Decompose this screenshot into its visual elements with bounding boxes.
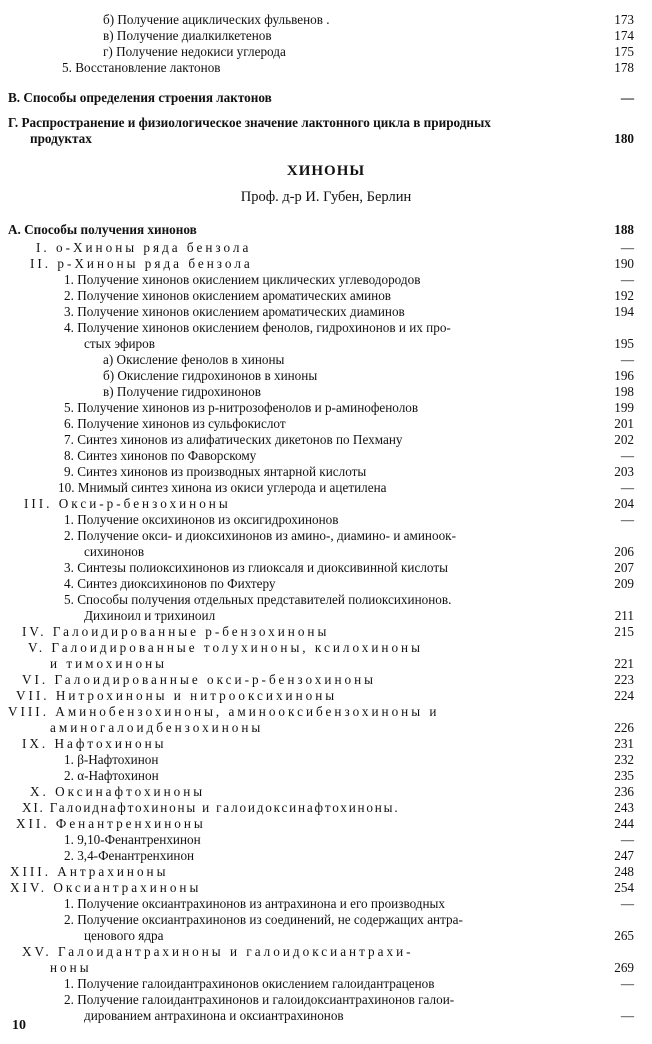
toc-entry xyxy=(0,448,652,464)
toc-entry-text: 8. Синтез хинонов по Фаворскому xyxy=(64,448,257,463)
toc-entry-text: II. р-Хиноны ряда бензола xyxy=(30,256,253,271)
toc-entry-text: 1. Получение галоидантрахинонов окислением галоидантраценов xyxy=(64,976,435,991)
toc-entry xyxy=(0,720,652,736)
toc-entry-page: 248 xyxy=(614,864,634,879)
toc-entry xyxy=(0,528,652,544)
toc-entry-page: — xyxy=(620,352,634,367)
toc-entry xyxy=(0,320,652,336)
toc-entry-page: 174 xyxy=(614,28,634,43)
toc-entry-text: IV. Галоидированные р-бензохиноны xyxy=(22,624,330,639)
toc-entry xyxy=(0,44,652,60)
toc-entry-page: 215 xyxy=(614,624,634,639)
toc-entry xyxy=(0,992,652,1008)
toc-entry-text: 7. Синтез хинонов из алифатических дикетонов по Пехману xyxy=(64,432,403,447)
toc-entry-text: 5. Способы получения отдельных представителей полиоксихинонов. xyxy=(64,592,452,607)
toc-entry xyxy=(0,784,652,800)
toc-section-entry xyxy=(0,90,652,106)
toc-entry-text: 9. Синтез хинонов из производных янтарной кислоты xyxy=(64,464,367,479)
toc-entry-text: 1. β-Нафтохинон xyxy=(64,752,159,767)
toc-entry-text: 1. Получение оксихинонов из оксигидрохинонов xyxy=(64,512,339,527)
toc-entry-page: — xyxy=(620,240,634,255)
toc-entry-page: 211 xyxy=(614,608,634,623)
toc-entry-text: XIII. Антрахиноны xyxy=(10,864,169,879)
toc-entry xyxy=(0,432,652,448)
toc-entry-text: ценового ядра xyxy=(84,928,164,943)
toc-entry xyxy=(0,704,652,720)
toc-entry-page: 247 xyxy=(614,848,634,863)
toc-entry-page: 198 xyxy=(614,384,634,399)
toc-entry-text: 4. Синтез диоксихинонов по Фихтеру xyxy=(64,576,276,591)
toc-entry-page: 201 xyxy=(614,416,634,431)
toc-entry-text: XV. Галоидантрахиноны и галоидоксиантрахи- xyxy=(22,944,414,959)
toc-entry xyxy=(0,336,652,352)
toc-entry xyxy=(0,416,652,432)
toc-entry-text: в) Получение диалкилкетенов xyxy=(103,28,272,43)
toc-entry-text: 3. Синтезы полиоксихинонов из глиоксаля и диоксивинной кислоты xyxy=(64,560,448,575)
toc-entry-text: ноны xyxy=(50,960,92,975)
toc-entry xyxy=(0,640,652,656)
toc-section-entry xyxy=(0,222,652,238)
toc-entry-page: 203 xyxy=(614,464,634,479)
toc-entry-page: 178 xyxy=(614,60,634,75)
toc-entry xyxy=(0,400,652,416)
toc-entry-text: 2. Получение хинонов окислением ароматических аминов xyxy=(64,288,392,303)
toc-entry-text: стых эфиров xyxy=(84,336,155,351)
toc-entry-text: А. Способы получения хинонов xyxy=(8,222,197,237)
section-author: Проф. д-р И. Губен, Берлин xyxy=(240,189,412,205)
toc-entry xyxy=(0,944,652,960)
toc-entry xyxy=(0,912,652,928)
toc-section-entry xyxy=(0,131,652,147)
toc-entry-text: III. Окси-р-бензохиноны xyxy=(24,496,231,511)
toc-entry-text: 2. Получение окси- и диоксихинонов из амино-, диамино- и аминоок- xyxy=(64,528,456,543)
toc-entry-text: 4. Получение хинонов окислением фенолов, гидрохинонов и их про- xyxy=(64,320,451,335)
toc-entry xyxy=(0,480,652,496)
toc-entry-page: — xyxy=(620,896,634,911)
toc-entry xyxy=(0,816,652,832)
toc-entry-text: 1. Получение оксиантрахинонов из антрахинона и его производных xyxy=(64,896,446,911)
toc-entry xyxy=(0,592,652,608)
toc-entry-text: 5. Получение хинонов из р-нитрозофенолов и р-аминофенолов xyxy=(64,400,419,415)
toc-entry-text: XI. Галоиднафтохиноны и галоидоксинафтохиноны. xyxy=(22,800,400,815)
toc-entry-page: — xyxy=(620,976,634,991)
toc-entry xyxy=(0,28,652,44)
toc-entry xyxy=(0,464,652,480)
toc-entry-page: 194 xyxy=(614,304,634,319)
toc-entry xyxy=(0,864,652,880)
toc-entry xyxy=(0,288,652,304)
toc-entry-page: 244 xyxy=(614,816,634,831)
toc-entry-page: 204 xyxy=(614,496,634,511)
toc-entry-page: 188 xyxy=(614,222,634,237)
toc-entry-page: — xyxy=(620,832,634,847)
toc-entry-text: V. Галоидированные толухиноны, ксилохиноны xyxy=(28,640,423,655)
toc-entry-page: 224 xyxy=(614,688,634,703)
toc-entry-page: — xyxy=(620,480,634,495)
toc-entry-page: 195 xyxy=(614,336,634,351)
toc-entry xyxy=(0,880,652,896)
toc-entry-page: 223 xyxy=(614,672,634,687)
toc-entry-text: 3. Получение хинонов окислением ароматических диаминов xyxy=(64,304,405,319)
toc-entry-text: В. Способы определения строения лактонов xyxy=(8,90,272,105)
toc-entry-text: 1. 9,10-Фенантренхинон xyxy=(64,832,201,847)
toc-entry-text: б) Получение ациклических фульвенов . xyxy=(103,12,330,27)
toc-entry-text: и тимохиноны xyxy=(50,656,168,671)
toc-entry-page: 173 xyxy=(614,12,634,27)
toc-entry-text: б) Окисление гидрохинонов в хиноны xyxy=(103,368,318,383)
toc-entry-page: 235 xyxy=(614,768,634,783)
toc-entry xyxy=(0,240,652,256)
toc-entry-page: 226 xyxy=(614,720,634,735)
toc-entry-text: X. Оксинафтохиноны xyxy=(30,784,206,799)
toc-entry-page: 206 xyxy=(614,544,634,559)
toc-entry-page: 231 xyxy=(614,736,634,751)
toc-entry-text: XIV. Оксиантрахиноны xyxy=(10,880,202,895)
toc-entry xyxy=(0,272,652,288)
toc-entry-page: 175 xyxy=(614,44,634,59)
toc-entry xyxy=(0,512,652,528)
toc-entry-text: 2. 3,4-Фенантренхинон xyxy=(64,848,195,863)
toc-entry xyxy=(0,576,652,592)
toc-entry-text: сихинонов xyxy=(84,544,145,559)
toc-entry-text: Дихиноил и трихиноил xyxy=(84,608,216,623)
toc-entry-text: Г. Распространение и физиологическое значение лактонного цикла в природных xyxy=(8,115,491,130)
toc-entry-text: 10. Мнимый синтез хинона из окиси углерода и ацетилена xyxy=(58,480,387,495)
toc-entry-page: 254 xyxy=(614,880,634,895)
toc-entry xyxy=(0,1008,652,1024)
toc-entry-text: 5. Восстановление лактонов xyxy=(62,60,221,75)
toc-entry-page: 209 xyxy=(614,576,634,591)
toc-entry-text: дированием антрахинона и оксиантрахинонов xyxy=(84,1008,344,1023)
toc-entry-page: — xyxy=(620,90,634,105)
toc-entry-page: — xyxy=(620,512,634,527)
toc-entry-page: 190 xyxy=(614,256,634,271)
toc-entry-text: IX. Нафтохиноны xyxy=(22,736,167,751)
toc-entry xyxy=(0,928,652,944)
toc-entry xyxy=(0,544,652,560)
toc-entry xyxy=(0,736,652,752)
toc-entry-text: XII. Фенантренхиноны xyxy=(16,816,206,831)
toc-entry xyxy=(0,848,652,864)
toc-entry xyxy=(0,768,652,784)
toc-entry-page: 199 xyxy=(614,400,634,415)
toc-entry xyxy=(0,832,652,848)
page-number: 10 xyxy=(12,1018,26,1033)
toc-entry-text: а) Окисление фенолов в хиноны xyxy=(103,352,285,367)
toc-entry-page: 196 xyxy=(614,368,634,383)
toc-entry xyxy=(0,976,652,992)
toc-entry-page: 243 xyxy=(614,800,634,815)
toc-entry-page: 236 xyxy=(614,784,634,799)
toc-entry-text: аминогалоидбензохиноны xyxy=(50,720,264,735)
toc-entry-page: 207 xyxy=(614,560,634,575)
toc-entry xyxy=(0,896,652,912)
toc-entry-text: 2. α-Нафтохинон xyxy=(64,768,159,783)
toc-entry-text: 2. Получение оксиантрахинонов из соединений, не содержащих антра- xyxy=(64,912,463,927)
toc-entry-text: г) Получение недокиси углерода xyxy=(103,44,286,59)
toc-entry xyxy=(0,624,652,640)
toc-entry-page: 180 xyxy=(614,131,634,146)
toc-entry-text: VIII. Аминобензохиноны, аминооксибензохиноны и xyxy=(8,704,440,719)
toc-entry-page: 202 xyxy=(614,432,634,447)
toc-entry-page: — xyxy=(620,1008,634,1023)
section-title: ХИНОНЫ xyxy=(286,163,366,179)
toc-entry-page: 269 xyxy=(614,960,634,975)
toc-entry-text: в) Получение гидрохинонов xyxy=(103,384,261,399)
toc-section-entry xyxy=(0,115,652,131)
toc-entry xyxy=(0,352,652,368)
toc-entry xyxy=(0,752,652,768)
toc-entry-text: 2. Получение галоидантрахинонов и галоидоксиантрахинонов галои- xyxy=(64,992,455,1007)
toc-entry-text: продуктах xyxy=(30,131,92,146)
toc-entry-text: 1. Получение хинонов окислением циклических углеводородов xyxy=(64,272,421,287)
toc-entry-page: 221 xyxy=(614,656,634,671)
toc-entry-text: 6. Получение хинонов из сульфокислот xyxy=(64,416,286,431)
toc-entry xyxy=(0,560,652,576)
toc-entry xyxy=(0,608,652,624)
toc-entry xyxy=(0,384,652,400)
toc-entry xyxy=(0,800,652,816)
toc-entry xyxy=(0,60,652,76)
toc-entry-page: 232 xyxy=(614,752,634,767)
toc-entry-text: I. о-Хиноны ряда бензола xyxy=(36,240,252,255)
toc-entry xyxy=(0,12,652,28)
toc-entry-text: VI. Галоидированные окси-р-бензохиноны xyxy=(22,672,377,687)
toc-entry xyxy=(0,672,652,688)
toc-entry-page: — xyxy=(620,272,634,287)
toc-entry xyxy=(0,304,652,320)
toc-entry-page: — xyxy=(620,448,634,463)
toc-entry xyxy=(0,656,652,672)
toc-entry-text: VII. Нитрохиноны и нитрооксихиноны xyxy=(16,688,338,703)
toc-entry-page: 192 xyxy=(614,288,634,303)
toc-entry xyxy=(0,368,652,384)
toc-entry xyxy=(0,688,652,704)
toc-entry xyxy=(0,960,652,976)
toc-entry xyxy=(0,496,652,512)
toc-entry-page: 265 xyxy=(614,928,634,943)
toc-entry xyxy=(0,256,652,272)
